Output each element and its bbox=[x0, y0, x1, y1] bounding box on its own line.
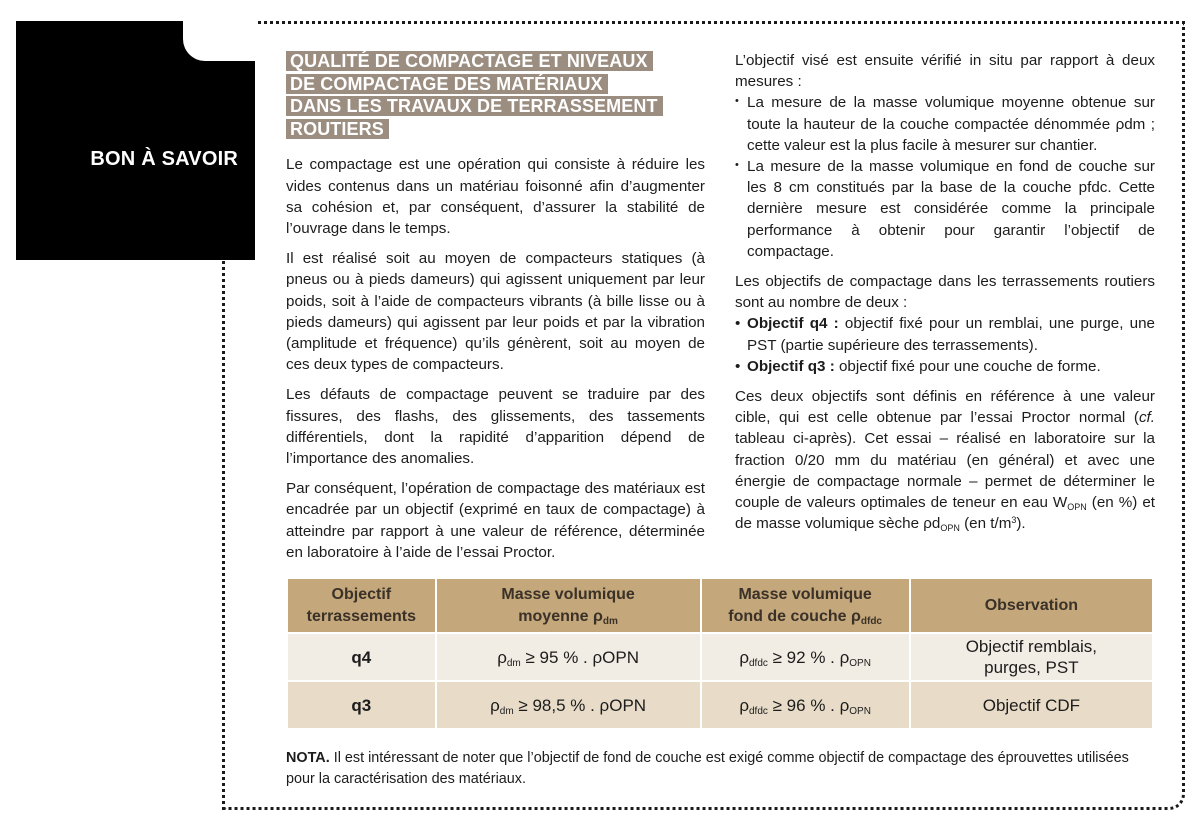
right-column bbox=[735, 50, 1155, 543]
bullet-icon: • bbox=[735, 159, 739, 172]
title-line: DE COMPACTAGE DES MATÉRIAUX bbox=[286, 74, 608, 94]
title-line: DANS LES TRAVAUX DE TERRASSEMENT bbox=[286, 96, 663, 116]
table-cell-objective: q4 bbox=[287, 633, 436, 681]
table-row bbox=[287, 681, 1153, 729]
bullet-icon: • bbox=[735, 357, 741, 375]
list-item: • La mesure de la masse volumique en fond de couche sur les 8 cm constitués par la base de la couche pfdc. Cette dernière mesure est considérée comme la principale performance à obtenir pour garantir l’objectif de compactage. bbox=[735, 156, 1155, 262]
left-column bbox=[286, 50, 705, 572]
objectives-list bbox=[735, 313, 1155, 377]
paragraph: Par conséquent, l’opération de compactage des matériaux est encadrée par un objectif (exprimé en taux de compactage) à atteindre par rapport à une valeur de référence, déterminée en laboratoire à l’aide de l’essai Proctor. bbox=[286, 480, 705, 561]
nota-note bbox=[286, 748, 1156, 790]
list-item: • Objectif q4 : objectif fixé pour un remblai, une purge, une PST (partie supérieure des terrassements). bbox=[735, 315, 1156, 354]
table-header: Observation bbox=[910, 578, 1153, 633]
table-header: Masse volumique fond de couche $\rho_{dfdc}$ bbox=[701, 578, 910, 633]
bullet-icon: • bbox=[735, 315, 741, 333]
nota-text: Il est intéressant de noter que l’objectif de fond de couche est exigé comme objectif de compactage des éprouvettes utilisées pour la caractérisation des matériaux. bbox=[286, 750, 1129, 787]
table-cell-bottom: $\rho_{dfdc} \ge 92$ % . $\rho_{OPN}$ bbox=[701, 633, 910, 681]
paragraph-intro: L’objectif visé est ensuite vérifié in situ par rapport à deux mesures : bbox=[735, 52, 1155, 91]
table-row bbox=[287, 633, 1153, 681]
label-box-notch bbox=[183, 21, 255, 61]
paragraph-objectives-intro: Les objectifs de compactage dans les terrassements routiers sont au nombre de deux : bbox=[735, 273, 1155, 312]
list-item: • La mesure de la masse volumique moyenne obtenue sur toute la hauteur de la couche compactée dénommée ρdm ; cette valeur est la plus facile à mesurer sur chantier. bbox=[735, 92, 1155, 156]
table-header: Masse volumique moyenne $\rho_{dm}$ bbox=[436, 578, 701, 633]
table-cell-observation: Objectif remblais, purges, PST bbox=[910, 633, 1153, 681]
measures-list bbox=[735, 92, 1155, 262]
paragraph-proctor: Ces deux objectifs sont définis en référence à une valeur cible, qui est celle obtenue par l’essai Proctor normal (cf. tableau ci-après). Cet essai – réalisé en laboratoire sur la fraction 0/20 mm du matériau (en général) et avec une énergie de compactage normale – permet de déterminer le couple de valeurs optimales de teneur en eau $W_{OPN}$ (en %) et de masse volumique sèche $\rho d_{OPN}$ (en $t/m^3$). bbox=[735, 388, 1155, 534]
paragraph: Les défauts de compactage peuvent se traduire par des fissures, des flashs, des glissements, des tassements différentiels, dont la rapidité d’apparition dépend de l’importance des anomalies. bbox=[286, 386, 705, 468]
table-cell-mean: $\rho_{dm} \ge 95$ % . ρOPN bbox=[436, 633, 701, 681]
compaction-table bbox=[286, 577, 1154, 730]
title-line: QUALITÉ DE COMPACTAGE ET NIVEAUX bbox=[286, 51, 653, 71]
table-header: Objectif terrassements bbox=[287, 578, 436, 633]
bullet-icon: • bbox=[735, 95, 739, 108]
table-cell-observation: Objectif CDF bbox=[910, 681, 1153, 729]
section-title bbox=[286, 50, 705, 140]
title-line: ROUTIERS bbox=[286, 119, 389, 139]
nota-label: NOTA. bbox=[286, 750, 330, 766]
table-cell-mean: $\rho_{dm} \ge 98,5$ % . ρOPN bbox=[436, 681, 701, 729]
paragraph: Le compactage est une opération qui consiste à réduire les vides contenus dans un matériau foisonné afin d’augmenter sa cohésion et, par conséquent, d’assurer la stabilité de l’ouvrage dans le temps. bbox=[286, 156, 705, 237]
label-box-text: BON À SAVOIR bbox=[90, 148, 238, 170]
paragraph: Il est réalisé soit au moyen de compacteurs statiques (à pneus ou à pieds dameurs) qui agissent uniquement par leur poids, soit à l’aide de compacteurs vibrants (à bille lisse ou à pieds dameurs) qui agissent par leur poids et par la vibration (amplitude et fréquence) qu’ils génèrent, soit au moyen de ces deux types de compacteurs. bbox=[286, 250, 705, 374]
table-header-row bbox=[287, 578, 1153, 633]
list-item: • Objectif q3 : objectif fixé pour une couche de forme. bbox=[735, 356, 1155, 377]
table-cell-objective: q3 bbox=[287, 681, 436, 729]
table-cell-bottom: $\rho_{dfdc} \ge 96$ % . $\rho_{OPN}$ bbox=[701, 681, 910, 729]
